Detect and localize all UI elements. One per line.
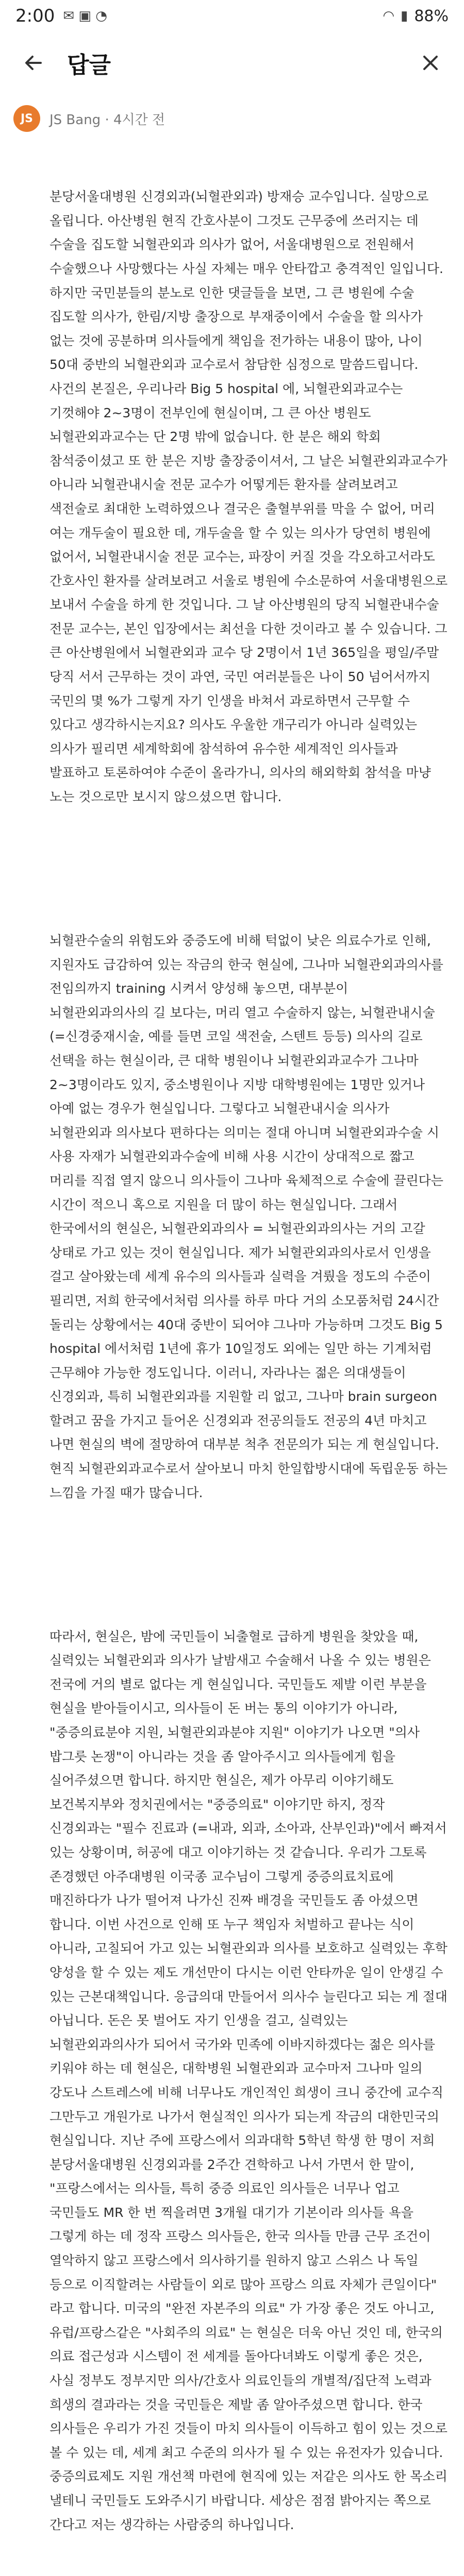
signal-icon: ▮ (401, 8, 408, 24)
comment-thread-root (0, 103, 464, 2576)
comment-paragraph: 뇌혈관수술의 위험도와 중증도에 비해 턱없이 낮은 의료수가로 인해, 지원자도 급감하여 있는 작금의 한국 현실에, 그나마 뇌혈관외과의사를 전임의까지 training 시켜서 양성해 놓으면, 대부분이 뇌혈관외과의사의 길 보다는, 머리 열고 수술하지 않는, 뇌혈관내시술(=신경중재시술, 예를 들면 코일 색전술, 스텐트 등등) 의사의 길로 선택을 하는 현실이라, 큰 대학 병원이나 뇌혈관외과교수가 그나마 2~3명이라도 있지, 중소병원이나 지방 대학병원에는 1명만 있거나 아예 없는 경우가 현실입니다. 그렇다고 뇌혈관내시술 의사가 뇌혈관외과 의사보다 편하다는 의미는 절대 아니며 뇌혈관외과수술 시 사용 자재가 뇌혈관외과수술에 비해 사용 시간이 상대적으로 짧고 머리를 직접 열지 않으니 의사들이 그나마 육체적으로 수술에 끌린다는 시간이 적으니 혹으로 지원을 더 많이 하는 현실입니다. 그래서 한국에서의 현실은, 뇌혈관외과의사 = 뇌혈관외과의사는 거의 고갈 상태로 가고 있는 것이 현실입니다. 제가 뇌혈관외과의사로서 인생을 걸고 살아왔는데 세계 유수의 의사들과 실력을 겨뤘을 정도의 수준이 필리면, 저희 한국에서처럼 의사를 하루 마다 거의 소모품처럼 24시간 돌리는 상황에서는 40대 중반이 되어야 그나마 가능하며 그것도 Big 5 hospital 에서처럼 1년에 휴가 10일정도 외에는 일만 하는 기계처럼 근무해야 가능한 정도입니다. 이러니, 자라나는 젊은 의대생들이 신경외과, 특히 뇌혈관외과를 지원할 리 없고, 그나마 brain surgeon 할려고 꿈을 가지고 들어온 신경외과 전공의들도 전공의 4년 마치고 나면 현실의 벽에 절망하여 대부분 척추 전문의가 되는 게 현실입니다. 현직 뇌혈관외과교수로서 살아보니 마치 한일합방시대에 독립운동 하는 느낌을 가질 때가 많습니다. (49, 933, 452, 1500)
back-arrow-icon[interactable] (15, 45, 52, 81)
comment-body (49, 137, 451, 2576)
status-right (383, 7, 449, 25)
notification-icons: ✉ ▣ ◔ (63, 8, 107, 24)
page-title: 답글 (67, 52, 111, 78)
close-icon[interactable] (412, 45, 449, 81)
comment-paragraph: 분당서울대병원 신경외과(뇌혈관외과) 방재승 교수입니다. 실망으로 올립니다. 아산병원 현직 간호사분이 그것도 근무중에 쓰러지는 데 수술을 집도할 뇌혈관외과 의사가 없어, 서울대병원으로 전원해서 수술했으나 사망했다는 사실 자체는 매우 안타깝고 충격적인 일입니다. 하지만 국민분들의 분노로 인한 댓글들을 보면, 그 큰 병원에 수술 집도할 의사가, 한림/지방 출장으로 부재중이에서 수술을 할 의사가 없는 것에 공분하며 의사들에게 책임을 전가하는 내용이 많아, 나이 50대 중반의 뇌혈관외과 교수로서 참담한 심정으로 말씀드립니다. 사건의 본질은, 우리나라 Big 5 hospital 에, 뇌혈관외과교수는 기껏해야 2~3명이 전부인에 현실이며, 그 큰 아산 병원도 뇌혈관외과교수는 단 2명 밖에 없습니다. 한 분은 해외 학회 참석중이셨고 또 한 분은 지방 출장중이셔서, 그 날은 뇌혈관외과교수가 아니라 뇌혈관내시술 전문 교수가 어떻게든 환자를 살려보려고 색전술로 최대한 노력하였으나 결국은 출혈부위를 막을 수 없어, 머리 여는 개두술이 필요한 데, 개두술을 할 수 있는 의사가 당연히 병원에 없어서, 뇌혈관내시술 전문 교수는, 파장이 커질 것을 각오하고서라도 간호사인 환자를 살려보려고 서울로 병원에 수소문하여 서울대병원으로 보내서 수술을 하게 한 것입니다. 그 날 아산병원의 당직 뇌혈관내수술 전문 교수는, 본인 입장에서는 최선을 다한 것이라고 볼 수 있습니다. 그 큰 아산병원에서 뇌혈관외과 교수 당 2명이서 1년 365일을 평일/주말 당직 서서 근무하는 것이 과연, 국민 여러분들은 나이 50 넘어서까지 국민의 몇 %가 그렇게 자기 인생을 바쳐서 과로하면서 근무할 수 있다고 생각하시는지요? 의사도 우울한 개구리가 아니라 실력있는 의사가 필리면 세계학회에 참석하여 유수한 세계적인 의사들과 발표하고 토론하여야 수준이 올라가니, 의사의 해외학회 참석을 마냥 노는 것으로만 보시지 않으셨으면 합니다. (49, 189, 452, 805)
wifi-icon: ◠ (383, 8, 394, 24)
status-time: 2:00 (15, 6, 55, 26)
comment-paragraph: 따라서, 현실은, 밤에 국민들이 뇌출혈로 급하게 병원을 찾았을 때, 실력있는 뇌혈관외과 의사가 날밤새고 수술해서 나올 수 있는 병원은 전국에 거의 별로 없다는 게 현실입니다. 국민들도 제발 이런 부분을 현실을 받아들이시고, 의사들이 돈 버는 통의 이야기가 아니라, "중증의료분야 지원, 뇌혈관외과분야 지원" 이야기가 나오면 "의사 밥그릇 논쟁"이 아니라는 것을 좀 알아주시고 의사들에게 힘을 실어주셨으면 합니다. 하지만 현실은, 제가 아무리 이야기해도 보건복지부와 정치권에서는 "중증의료" 이야기만 하지, 정작 신경외과는 "필수 진료과 (=내과, 외과, 소아과, 산부인과)"에서 빠져서 있는 상황이며, 허공에 대고 이야기하는 것 같습니다. 우리가 그토록 존경했던 아주대병원 이국종 교수님이 그렇게 중증의료치료에 매진하다가 나가 떨어져 나가신 진짜 배경을 국민들도 좀 아셨으면 합니다. 이번 사건으로 인해 또 누구 책임자 처벌하고 끝나는 식이 아니라, 고칠되어 가고 있는 뇌혈관외과 의사를 보호하고 실력있는 후학 양성을 할 수 있는 제도 개선만이 다시는 이런 안타까운 일이 안생길 수 있는 근본대책입니다. 응급의대 만들어서 의사수 늘린다고 되는 게 절대 아닙니다. 돈은 못 벌어도 자기 인생을 걸고, 실력있는 뇌혈관외과의사가 되어서 국가와 민족에 이바지하겠다는 젊은 의사를 키워야 하는 데 현실은, 대학병원 뇌혈관외과 교수마저 그나마 일의 강도나 스트레스에 비해 너무나도 개인적인 희생이 크니 중간에 교수직 그만두고 개원가로 나가서 현실적인 의사가 되는게 작금의 대한민국의 현실입니다. 지난 주에 프랑스에서 의과대학 5학년 학생 한 명이 저희 분당서울대병원 신경외과를 2주간 견학하고 나서 가면서 한 말이, "프랑스에서는 의사들, 특히 중증 의료인 의사들은 너무나 업고 국민들도 MR 한 번 찍을려면 3개월 대기가 기본이라 의사들 욕을 그렇게 하는 데 정작 프랑스 의사들은, 한국 의사들 만큼 근무 조건이 열악하지 않고 프랑스에서 의사하기를 원하지 않고 스위스 나 독일 등으로 이직할려는 사람들이 외로 많아 프랑스 의료 자체가 큰일이다" 라고 합니다. 미국의 "완전 자본주의 의료" 가 가장 좋은 것도 아니고, 유럽/프랑스같은 "사회주의 의료" 는 현실은 더욱 아닌 것인 데, 한국의 의료 접근성과 시스템이 전 세계를 돌아다녀봐도 이렇게 좋은 것은, 사실 정부도 정부지만 의사/간호사 의료인들의 개별적/집단적 노력과 희생의 결과라는 것을 국민들은 제발 좀 알아주셨으면 합니다. 한국 의사들은 우리가 가진 것들이 마치 의사들이 이득하고 힘이 있는 것으로 볼 수 있는 데, 세계 최고 수준의 의사가 될 수 있는 유전자가 있습니다. 중증의료제도 지원 개선책 마련에 현직에 있는 저같은 의사도 한 목소리 낼테니 국민들도 도와주시기 바랍니다. 세상은 점점 밝아지는 쪽으로 간다고 저는 생각하는 사람중의 하나입니다. (49, 1629, 452, 2532)
avatar[interactable]: JS (13, 105, 40, 132)
top-app-bar (0, 32, 464, 94)
comment-author-line[interactable]: JS Bang · 4시간 전 (49, 112, 165, 128)
status-left (15, 6, 107, 26)
status-bar (0, 0, 464, 32)
battery-level: 88% (414, 7, 449, 25)
comment-meta (13, 103, 451, 134)
